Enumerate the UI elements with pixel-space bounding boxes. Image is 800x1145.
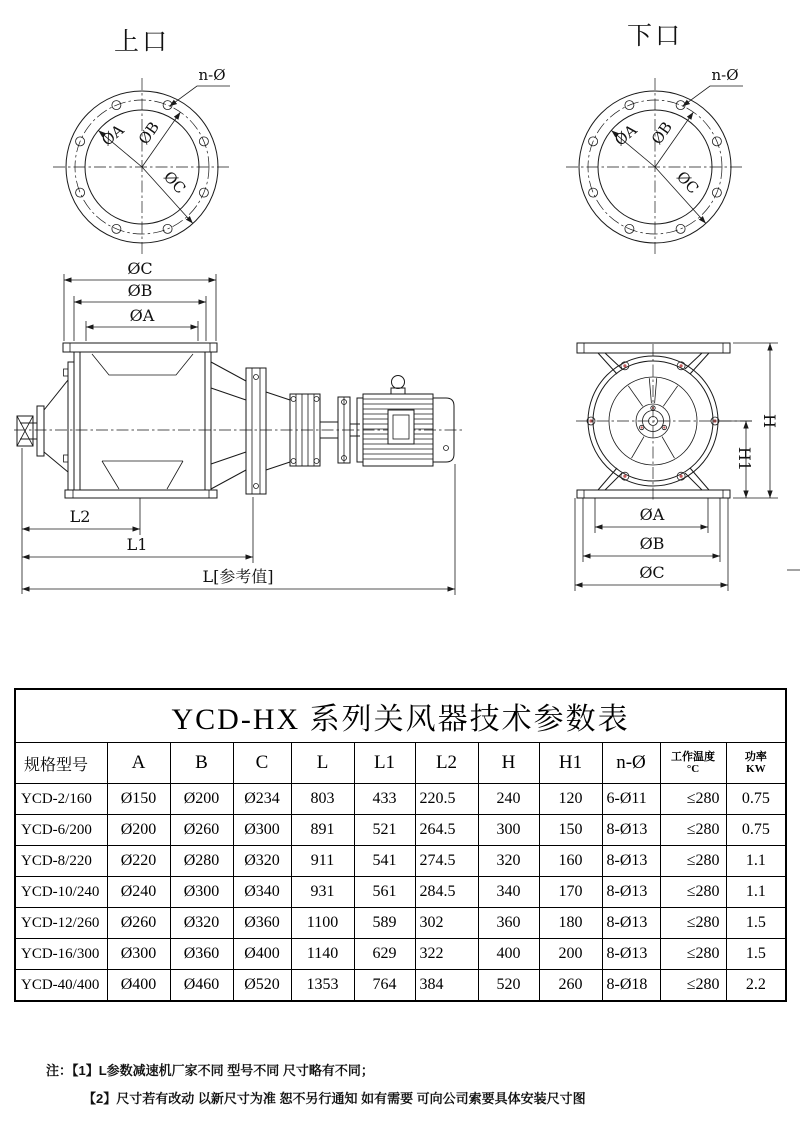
cell-l1: 521 <box>354 815 415 846</box>
dim-label-l1: L1 <box>126 535 148 554</box>
cell-l1: 433 <box>354 784 415 815</box>
cell-l: 1100 <box>291 908 354 939</box>
table-row <box>15 970 786 1002</box>
cell-model: YCD-8/220 <box>15 846 107 877</box>
dim-label-oa: ØA <box>129 306 155 325</box>
table-body <box>15 784 786 1002</box>
dim-label-l2: L2 <box>69 507 91 526</box>
col-header-l2: L2 <box>415 743 478 784</box>
cell-b: Ø260 <box>170 815 233 846</box>
cell-l2: 274.5 <box>415 846 478 877</box>
cell-n-holes: 8-Ø13 <box>602 877 660 908</box>
cell-power: 1.1 <box>726 877 786 908</box>
cell-l2: 284.5 <box>415 877 478 908</box>
motor-lifting-eye <box>392 376 405 389</box>
cell-n-holes: 8-Ø13 <box>602 815 660 846</box>
cell-a: Ø300 <box>107 939 170 970</box>
cell-l2: 264.5 <box>415 815 478 846</box>
cell-h: 240 <box>478 784 539 815</box>
cell-power: 0.75 <box>726 815 786 846</box>
dim-label-oc: ØC <box>127 259 153 278</box>
table-row <box>15 877 786 908</box>
cell-h: 360 <box>478 908 539 939</box>
cell-h: 520 <box>478 970 539 1002</box>
cell-model: YCD-12/260 <box>15 908 107 939</box>
cell-c: Ø234 <box>233 784 291 815</box>
dim-label-h1: H1 <box>735 446 754 472</box>
cell-h1: 150 <box>539 815 602 846</box>
col-header-a: A <box>107 743 170 784</box>
front-view <box>575 343 800 591</box>
cell-temp: ≤280 <box>660 877 726 908</box>
cell-h: 400 <box>478 939 539 970</box>
cell-a: Ø400 <box>107 970 170 1002</box>
bolt-count-label: n-Ø <box>711 66 739 84</box>
table-row <box>15 846 786 877</box>
cell-power: 2.2 <box>726 970 786 1002</box>
cell-h1: 260 <box>539 970 602 1002</box>
cell-n-holes: 8-Ø13 <box>602 939 660 970</box>
table-row <box>15 939 786 970</box>
col-header-l: L <box>291 743 354 784</box>
cell-h1: 170 <box>539 877 602 908</box>
col-header-n: n-Ø <box>602 743 660 784</box>
top-port-title: 上口 <box>113 28 171 56</box>
cell-power: 1.5 <box>726 939 786 970</box>
cell-b: Ø320 <box>170 908 233 939</box>
cell-l2: 220.5 <box>415 784 478 815</box>
cell-h: 340 <box>478 877 539 908</box>
cell-c: Ø320 <box>233 846 291 877</box>
dim-label-oa: ØA <box>98 120 128 150</box>
col-header-c: C <box>233 743 291 784</box>
cell-l2: 302 <box>415 908 478 939</box>
cell-temp: ≤280 <box>660 939 726 970</box>
cell-l1: 764 <box>354 970 415 1002</box>
motor <box>357 376 454 467</box>
cell-temp: ≤280 <box>660 784 726 815</box>
cell-temp: ≤280 <box>660 815 726 846</box>
cell-model: YCD-2/160 <box>15 784 107 815</box>
cell-l2: 322 <box>415 939 478 970</box>
cell-a: Ø220 <box>107 846 170 877</box>
cell-h1: 120 <box>539 784 602 815</box>
cell-power: 0.75 <box>726 784 786 815</box>
dim-label-ob: ØB <box>134 118 163 148</box>
note-line-2: 【2】尺寸若有改动 以新尺寸为准 恕不另行通知 如有需要 可向公司索要具体安装尺寸图 <box>83 1091 586 1106</box>
cell-n-holes: 8-Ø13 <box>602 908 660 939</box>
cell-c: Ø300 <box>233 815 291 846</box>
side-view <box>14 259 462 595</box>
bolt-count-label: n-Ø <box>198 66 226 84</box>
col-header-temp: 工作温度 °C <box>660 743 726 784</box>
cell-temp: ≤280 <box>660 846 726 877</box>
col-header-b: B <box>170 743 233 784</box>
col-header-l1: L1 <box>354 743 415 784</box>
col-header-h1: H1 <box>539 743 602 784</box>
flange-view-top-port <box>53 28 231 256</box>
col-header-model: 规格型号 <box>15 743 107 784</box>
dim-label-oc: ØC <box>159 167 190 198</box>
dim-label-oc: ØC <box>672 167 703 198</box>
dim-label-ob: ØB <box>127 281 153 300</box>
cell-c: Ø400 <box>233 939 291 970</box>
cell-n-holes: 6-Ø11 <box>602 784 660 815</box>
cell-b: Ø280 <box>170 846 233 877</box>
cell-b: Ø460 <box>170 970 233 1002</box>
cell-n-holes: 8-Ø13 <box>602 846 660 877</box>
table-row <box>15 815 786 846</box>
cell-model: YCD-16/300 <box>15 939 107 970</box>
cell-power: 1.1 <box>726 846 786 877</box>
flange-view-bottom-port <box>566 22 744 256</box>
cell-h: 300 <box>478 815 539 846</box>
cell-h: 320 <box>478 846 539 877</box>
cell-b: Ø200 <box>170 784 233 815</box>
cell-model: YCD-6/200 <box>15 815 107 846</box>
note-line-1: 注：【1】L参数减速机厂家不同 型号不同 尺寸略有不同； <box>46 1063 374 1078</box>
cell-power: 1.5 <box>726 908 786 939</box>
cell-l2: 384 <box>415 970 478 1002</box>
dim-label-oa: ØA <box>639 505 665 524</box>
cell-l1: 629 <box>354 939 415 970</box>
cell-a: Ø240 <box>107 877 170 908</box>
cell-a: Ø260 <box>107 908 170 939</box>
cell-l: 891 <box>291 815 354 846</box>
cell-temp: ≤280 <box>660 970 726 1002</box>
cell-l: 803 <box>291 784 354 815</box>
note-prefix: 注： <box>46 1063 73 1078</box>
cell-n-holes: 8-Ø18 <box>602 970 660 1002</box>
col-header-power: 功率 KW <box>726 743 786 784</box>
table-row <box>15 908 786 939</box>
cell-b: Ø300 <box>170 877 233 908</box>
bottom-port-title: 下口 <box>626 22 684 50</box>
dim-label-ob: ØB <box>639 534 665 553</box>
dim-label-ob: ØB <box>647 118 676 148</box>
notes <box>46 1060 586 1107</box>
cell-h1: 180 <box>539 908 602 939</box>
cell-l: 911 <box>291 846 354 877</box>
cell-c: Ø520 <box>233 970 291 1002</box>
dim-label-oa: ØA <box>611 120 641 150</box>
table-row <box>15 784 786 815</box>
dim-label-oc: ØC <box>639 563 665 582</box>
table-title: YCD-HX 系列关风器技术参数表 <box>15 689 786 743</box>
cell-model: YCD-40/400 <box>15 970 107 1002</box>
cell-l: 1353 <box>291 970 354 1002</box>
cell-l: 931 <box>291 877 354 908</box>
cell-model: YCD-10/240 <box>15 877 107 908</box>
cell-l1: 561 <box>354 877 415 908</box>
spec-table <box>14 688 785 1002</box>
dim-label-l: L[参考值] <box>202 567 274 586</box>
cell-h1: 200 <box>539 939 602 970</box>
cell-l1: 541 <box>354 846 415 877</box>
cell-c: Ø360 <box>233 908 291 939</box>
cell-a: Ø150 <box>107 784 170 815</box>
cell-c: Ø340 <box>233 877 291 908</box>
cell-b: Ø360 <box>170 939 233 970</box>
cell-temp: ≤280 <box>660 908 726 939</box>
col-header-h: H <box>478 743 539 784</box>
cell-l: 1140 <box>291 939 354 970</box>
cell-a: Ø200 <box>107 815 170 846</box>
cell-l1: 589 <box>354 908 415 939</box>
cell-h1: 160 <box>539 846 602 877</box>
dim-label-h: H <box>760 414 779 428</box>
